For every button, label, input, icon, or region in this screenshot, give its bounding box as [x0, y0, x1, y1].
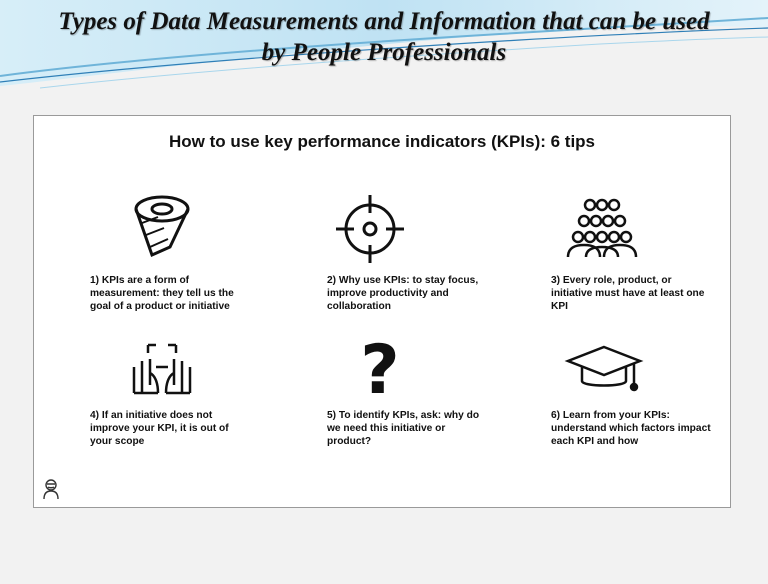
tip-5-text: 5) To identify KPIs, ask: why do we need this initiative or product? [327, 410, 480, 448]
slide-title-line2: by People Professionals [261, 39, 507, 66]
tip-4-text: 4) If an initiative does not improve your KPI, it is out of your scope [90, 410, 229, 448]
measuring-tape-icon [124, 191, 294, 271]
kpi-tips-card [33, 115, 731, 508]
tip-1-text: 1) KPIs are a form of measurement: they tell us the goal of a product or initiative [90, 275, 234, 313]
tip-2-text: 2) Why use KPIs: to stay focus, improve productivity and collaboration [327, 275, 479, 313]
svg-text:?: ? [360, 335, 400, 401]
slide-title-line1: Types of Data Measurements and Information that can be used [58, 8, 710, 35]
slide-title [20, 6, 748, 68]
tip-3-text: 3) Every role, product, or initiative must have at least one KPI [551, 275, 705, 313]
tip-6-text: 6) Learn from your KPIs: understand which factors impact each KPI and how [551, 410, 711, 448]
target-crosshair-icon [332, 191, 502, 271]
card-title: How to use key performance indicators (KPIs): 6 tips [168, 132, 596, 151]
group-of-people-icon [564, 197, 734, 277]
author-avatar-icon [42, 478, 60, 500]
question-mark-icon [350, 335, 520, 415]
